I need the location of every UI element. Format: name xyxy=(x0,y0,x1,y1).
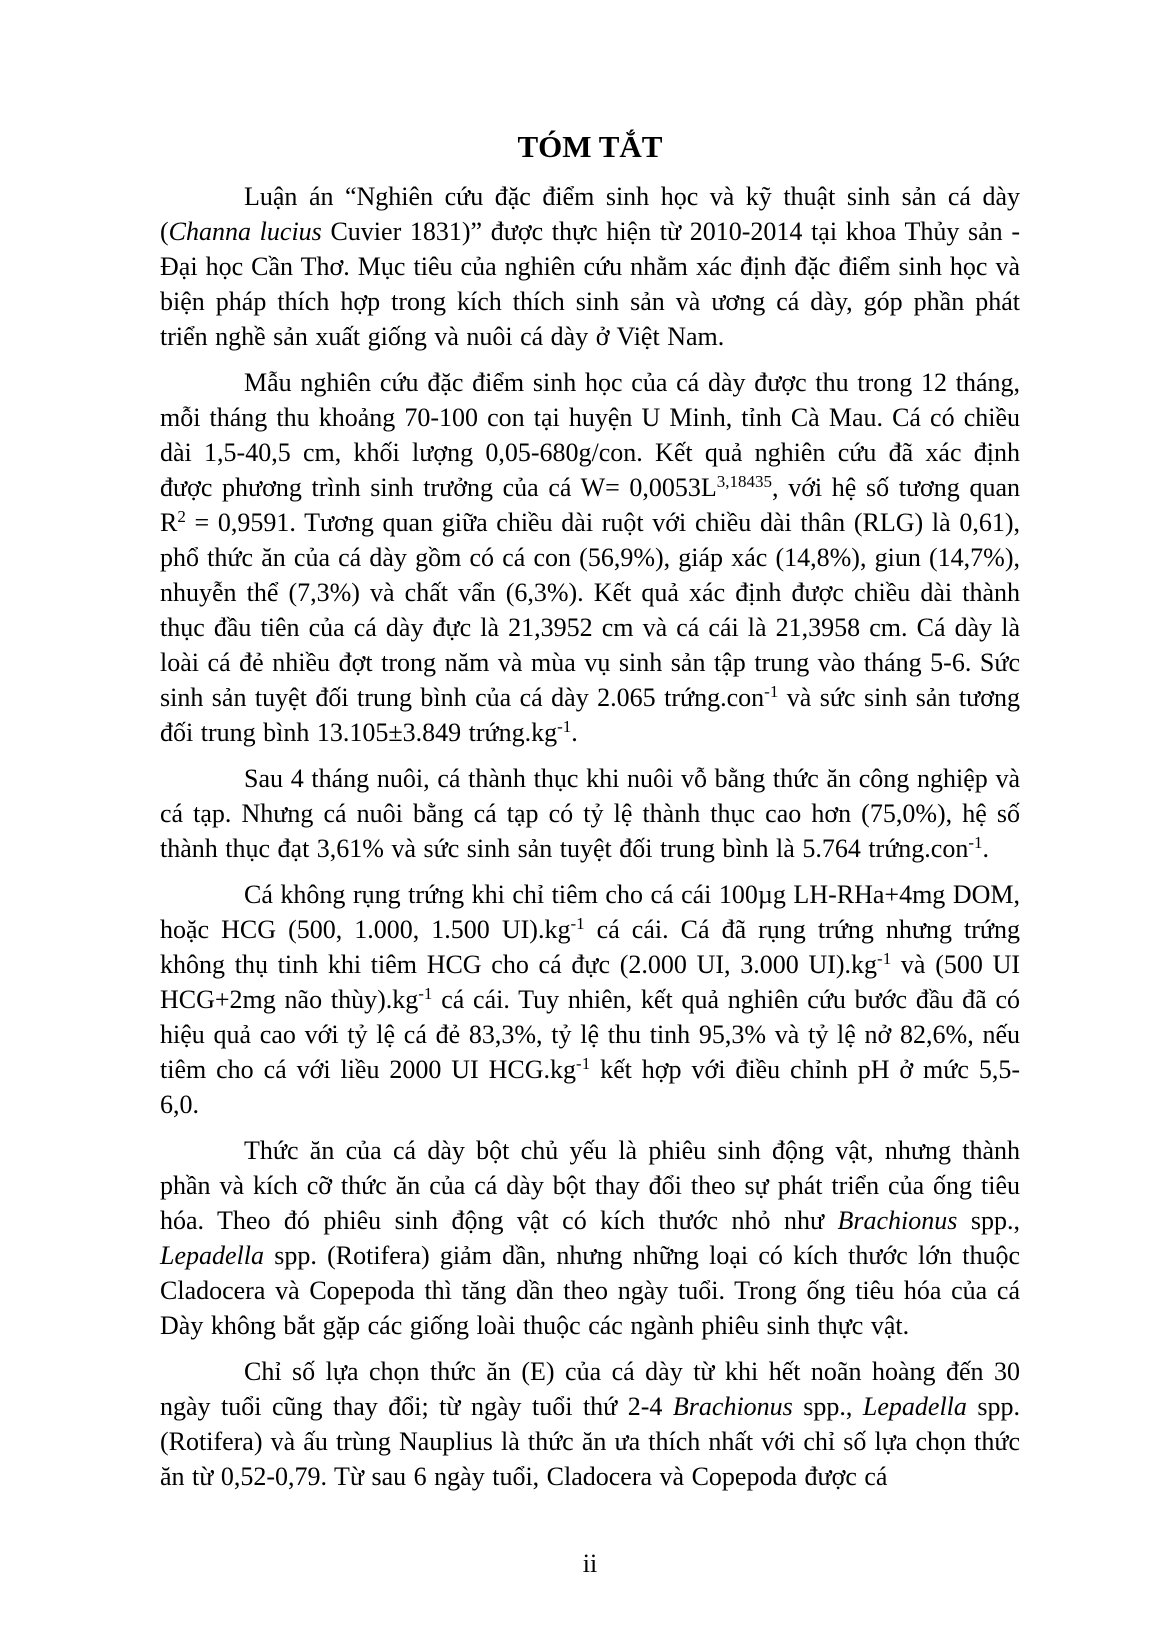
paragraph-2 xyxy=(160,365,1020,750)
text-run: spp. (Rotifera) và ấu trùng Nauplius là thức ăn ưa thích nhất với chỉ số lựa chọn thức ăn từ 0,52-0,79. Từ sau 6 ngày tuổi, Cladocera và Copepoda được cá xyxy=(160,1392,1021,1491)
superscript-exponent: -1 xyxy=(576,1053,591,1073)
text-run: Cá không rụng trứng khi chỉ tiêm cho cá cái 100µg LH-RHa+4mg DOM, hoặc HCG (500, 1.000, 1.500 UI).kg xyxy=(160,880,1020,944)
superscript-exponent: -1 xyxy=(764,681,779,701)
species-name-italic: Lepadella xyxy=(160,1241,264,1270)
paragraph-1 xyxy=(160,179,1020,354)
species-name-italic: Channa lucius xyxy=(168,217,322,246)
paragraph-3 xyxy=(160,761,1020,866)
paragraph-4 xyxy=(160,877,1020,1122)
abstract-section xyxy=(160,128,1020,1494)
superscript-exponent: -1 xyxy=(877,948,892,968)
text-run: = 0,9591. Tương quan giữa chiều dài ruột với chiều dài thân (RLG) là 0,61), phổ thức ăn của cá dày gồm có cá con (56,9%), giáp xác (14,8%), giun (14,7%), nhuyễn thể (7,3%) và chất vẩn (6,3%). Kết quả xác định được chiều dài thành thục đầu tiên của cá dày đực là 21,3952 cm và cá cái là 21,3958 cm. Cá dày là loài cá đẻ nhiều đợt trong năm và mùa vụ sinh sản tập trung vào tháng 5-6. Sức sinh sản tuyệt đối trung bình của cá dày 2.065 trứng.con xyxy=(160,508,1020,712)
text-run: spp., xyxy=(957,1206,1020,1235)
species-name-italic: Lepadella xyxy=(862,1392,967,1421)
superscript-exponent: -1 xyxy=(570,913,585,933)
superscript-exponent: 2 xyxy=(177,506,186,526)
superscript-exponent: -1 xyxy=(418,983,433,1003)
species-name-italic: Brachionus xyxy=(672,1392,793,1421)
text-run: Mẫu nghiên cứu đặc điểm sinh học của cá dày được thu trong 12 tháng, mỗi tháng thu khoảng 70-100 con tại huyện U Minh, tỉnh Cà Mau. Cá có chiều dài 1,5-40,5 cm, khối lượng 0,05-680g/con. Kết quả nghiên cứu đã xác định được phương trình sinh trưởng của cá W= 0,0053L xyxy=(160,368,1020,502)
text-run: và sức sinh sản tương đối trung bình 13.105±3.849 trứng.kg xyxy=(160,683,1020,747)
text-run: Chỉ số lựa chọn thức ăn (E) của cá dày từ khi hết noãn hoàng đến 30 ngày tuổi cũng thay đổi; từ ngày tuổi thứ 2-4 xyxy=(160,1357,1020,1421)
page-title: TÓM TẮT xyxy=(517,129,663,164)
text-run: Luận án “Nghiên cứu đặc điểm sinh học và kỹ thuật sinh sản cá dày ( xyxy=(160,182,1020,246)
paragraph-6 xyxy=(160,1354,1020,1494)
text-run: Sau 4 tháng nuôi, cá thành thục khi nuôi vỗ bằng thức ăn công nghiệp và cá tạp. Nhưng cá nuôi bằng cá tạp có tỷ lệ thành thục cao hơn (75,0%), hệ số thành thục đạt 3,61% và sức sinh sản tuyệt đối trung bình là 5.764 trứng.con xyxy=(160,764,1020,863)
text-run: , với hệ số tương quan R xyxy=(160,473,1020,537)
text-run: Thức ăn của cá dày bột chủ yếu là phiêu sinh động vật, nhưng thành phần và kích cỡ thức ăn của cá dày bột thay đổi theo sự phát triển của ống tiêu hóa. Theo đó phiêu sinh động vật có kích thước nhỏ như xyxy=(160,1136,1020,1235)
superscript-exponent: -1 xyxy=(968,832,983,852)
paragraph-5 xyxy=(160,1133,1020,1343)
text-run: . xyxy=(982,834,990,863)
text-run: cá cái. Cá đã rụng trứng nhưng trứng không thụ tinh khi tiêm HCG cho cá đực (2.000 UI, 3.000 UI).kg xyxy=(160,915,1020,979)
text-run: spp., xyxy=(792,1392,863,1421)
text-run: và (500 UI HCG+2mg não thùy).kg xyxy=(160,950,1021,1014)
text-run: kết hợp với điều chỉnh pH ở mức 5,5-6,0. xyxy=(160,1055,1020,1119)
text-run: . xyxy=(571,718,578,747)
text-run: Cuvier 1831)” được thực hiện từ 2010-2014 tại khoa Thủy sản - Đại học Cần Thơ. Mục tiêu của nghiên cứu nhằm xác định đặc điểm sinh học và biện pháp thích hợp trong kích thích sinh sản và ương cá dày, góp phần phát triển nghề sản xuất giống và nuôi cá dày ở Việt Nam. xyxy=(160,217,1020,351)
superscript-exponent: 3,18435 xyxy=(716,471,773,491)
page-number: ii xyxy=(582,1549,598,1578)
text-run: spp. (Rotifera) giảm dần, nhưng những loại có kích thước lớn thuộc Cladocera và Copepoda thì tăng dần theo ngày tuổi. Trong ống tiêu hóa của cá Dày không bắt gặp các giống loài thuộc các ngành phiêu sinh thực vật. xyxy=(160,1241,1020,1340)
superscript-exponent: -1 xyxy=(557,716,572,736)
text-run: cá cái. Tuy nhiên, kết quả nghiên cứu bước đầu đã có hiệu quả cao với tỷ lệ cá đẻ 83,3%, tỷ lệ thu tinh 95,3% và tỷ lệ nở 82,6%, nếu tiêm cho cá với liều 2000 UI HCG.kg xyxy=(160,985,1020,1084)
species-name-italic: Brachionus xyxy=(837,1206,958,1235)
